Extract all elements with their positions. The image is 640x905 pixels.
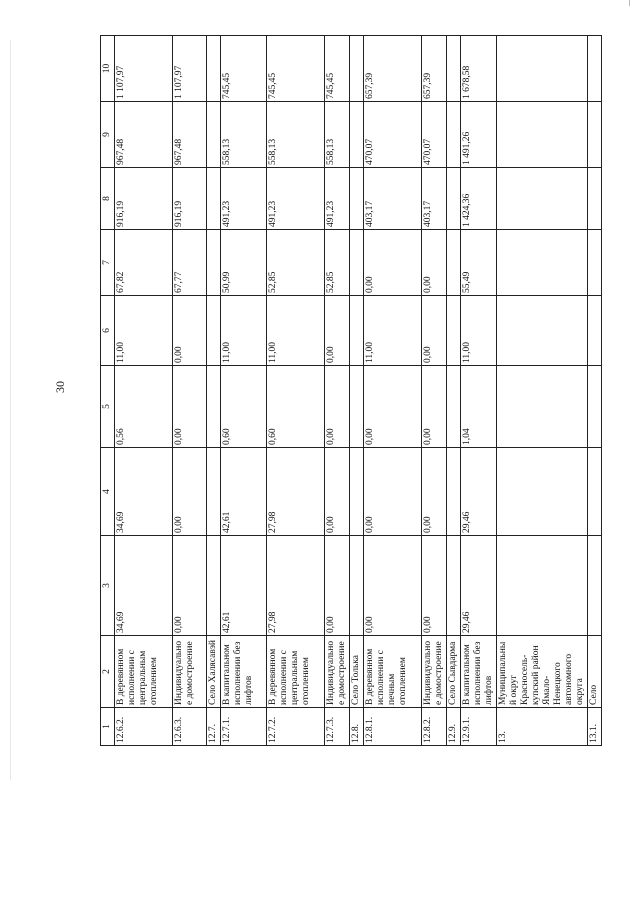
row-name: В деревянном исполнении с центральным отоплением xyxy=(115,636,173,708)
value-cell: 11,00 xyxy=(115,296,173,366)
value-cell: 0,00 xyxy=(364,366,422,448)
value-cell xyxy=(588,296,602,366)
row-code: 12.7.3. xyxy=(325,708,350,746)
value-cell xyxy=(588,102,602,168)
value-cell xyxy=(207,366,221,448)
value-cell xyxy=(588,536,602,636)
row-code: 12.6.2. xyxy=(115,708,173,746)
value-cell xyxy=(207,230,221,296)
value-cell: 1 107,97 xyxy=(173,36,207,102)
value-cell xyxy=(447,536,461,636)
value-cell: 42,61 xyxy=(221,536,267,636)
table-row xyxy=(207,36,221,746)
table-row xyxy=(461,36,497,746)
value-cell: 967,48 xyxy=(115,102,173,168)
value-cell: 0,60 xyxy=(221,366,267,448)
value-cell: 916,19 xyxy=(115,168,173,230)
value-cell: 745,45 xyxy=(325,36,350,102)
row-name: В деревянном исполнении с центральным отоплением xyxy=(267,636,325,708)
value-cell xyxy=(588,230,602,296)
value-cell xyxy=(497,536,588,636)
rotated-table xyxy=(100,36,599,746)
value-cell: 403,17 xyxy=(364,168,422,230)
value-cell: 52,85 xyxy=(267,230,325,296)
value-cell xyxy=(497,366,588,448)
row-name: Село xyxy=(588,636,602,708)
value-cell: 657,39 xyxy=(364,36,422,102)
value-cell xyxy=(588,366,602,448)
value-cell xyxy=(207,102,221,168)
value-cell: 50,99 xyxy=(221,230,267,296)
value-cell: 34,69 xyxy=(115,536,173,636)
row-name: Индивидуальное домостроение xyxy=(325,636,350,708)
value-cell: 0,00 xyxy=(422,536,447,636)
header-row xyxy=(101,36,115,746)
value-cell xyxy=(588,36,602,102)
value-cell: 0,00 xyxy=(173,366,207,448)
tariff-table xyxy=(100,35,602,746)
row-code: 12.7.1. xyxy=(221,708,267,746)
row-code: 12.9.1. xyxy=(461,708,497,746)
value-cell xyxy=(447,168,461,230)
value-cell: 0,56 xyxy=(115,366,173,448)
value-cell: 0,00 xyxy=(325,296,350,366)
row-code: 13. xyxy=(497,708,588,746)
value-cell: 558,13 xyxy=(221,102,267,168)
col-header: 4 xyxy=(101,448,115,536)
row-name: Индивидуальное домостроение xyxy=(173,636,207,708)
value-cell: 27,98 xyxy=(267,448,325,536)
value-cell: 0,00 xyxy=(422,448,447,536)
table-row xyxy=(173,36,207,746)
value-cell xyxy=(588,168,602,230)
table-row xyxy=(364,36,422,746)
value-cell: 67,82 xyxy=(115,230,173,296)
table-row xyxy=(497,36,588,746)
value-cell: 11,00 xyxy=(364,296,422,366)
col-header: 1 xyxy=(101,708,115,746)
table-row xyxy=(588,36,602,746)
value-cell: 52,85 xyxy=(325,230,350,296)
col-header: 9 xyxy=(101,102,115,168)
value-cell: 1,04 xyxy=(461,366,497,448)
row-code: 13.1. xyxy=(588,708,602,746)
value-cell: 67,77 xyxy=(173,230,207,296)
value-cell: 11,00 xyxy=(461,296,497,366)
table-row xyxy=(221,36,267,746)
value-cell: 0,00 xyxy=(173,448,207,536)
value-cell: 0,00 xyxy=(325,536,350,636)
value-cell: 745,45 xyxy=(221,36,267,102)
scan-margin-line xyxy=(10,40,11,780)
value-cell: 0,00 xyxy=(173,536,207,636)
value-cell: 0,00 xyxy=(325,366,350,448)
value-cell xyxy=(497,230,588,296)
value-cell xyxy=(497,102,588,168)
value-cell: 558,13 xyxy=(267,102,325,168)
value-cell: 967,48 xyxy=(173,102,207,168)
row-name: В капитальном исполнении без лифтов xyxy=(221,636,267,708)
value-cell xyxy=(497,168,588,230)
value-cell xyxy=(350,296,364,366)
value-cell: 11,00 xyxy=(221,296,267,366)
value-cell xyxy=(207,536,221,636)
table-row xyxy=(267,36,325,746)
row-code: 12.8.2. xyxy=(422,708,447,746)
value-cell: 1 107,97 xyxy=(115,36,173,102)
value-cell: 0,00 xyxy=(422,296,447,366)
row-name: В капитальном исполнении без лифтов xyxy=(461,636,497,708)
value-cell: 657,39 xyxy=(422,36,447,102)
value-cell xyxy=(588,448,602,536)
value-cell: 0,00 xyxy=(364,448,422,536)
col-header: 3 xyxy=(101,536,115,636)
col-header: 5 xyxy=(101,366,115,448)
value-cell: 403,17 xyxy=(422,168,447,230)
row-name: Муниципальный округ Красносель-купский район Ямало-Ненецкого автономного округа xyxy=(497,636,588,708)
value-cell: 1 678,58 xyxy=(461,36,497,102)
value-cell: 29,46 xyxy=(461,536,497,636)
value-cell xyxy=(447,102,461,168)
value-cell xyxy=(350,448,364,536)
value-cell xyxy=(207,448,221,536)
value-cell: 0,00 xyxy=(422,230,447,296)
value-cell: 29,46 xyxy=(461,448,497,536)
col-header: 2 xyxy=(101,636,115,708)
value-cell: 0,00 xyxy=(173,296,207,366)
value-cell xyxy=(447,230,461,296)
value-cell xyxy=(497,36,588,102)
row-code: 12.9. xyxy=(447,708,461,746)
col-header: 7 xyxy=(101,230,115,296)
row-code: 12.7. xyxy=(207,708,221,746)
row-name: Село Халясавэй xyxy=(207,636,221,708)
value-cell: 1 491,26 xyxy=(461,102,497,168)
value-cell xyxy=(497,296,588,366)
col-header: 8 xyxy=(101,168,115,230)
value-cell: 470,07 xyxy=(364,102,422,168)
value-cell: 558,13 xyxy=(325,102,350,168)
value-cell: 491,23 xyxy=(221,168,267,230)
table-row xyxy=(447,36,461,746)
value-cell xyxy=(350,168,364,230)
col-header: 6 xyxy=(101,296,115,366)
row-name: Село Толька xyxy=(350,636,364,708)
value-cell: 34,69 xyxy=(115,448,173,536)
row-code: 12.6.3. xyxy=(173,708,207,746)
row-name: Село Сывдарма xyxy=(447,636,461,708)
rotated-table-wrap xyxy=(100,36,599,746)
row-name: В деревянном исполнении с печным отоплением xyxy=(364,636,422,708)
value-cell xyxy=(447,448,461,536)
value-cell xyxy=(350,230,364,296)
table-row xyxy=(350,36,364,746)
value-cell: 0,00 xyxy=(422,366,447,448)
value-cell: 745,45 xyxy=(267,36,325,102)
col-header: 10 xyxy=(101,36,115,102)
value-cell xyxy=(350,366,364,448)
value-cell xyxy=(447,36,461,102)
page-number: 30 xyxy=(53,381,67,393)
value-cell: 491,23 xyxy=(267,168,325,230)
row-name: Индивидуальное домостроение xyxy=(422,636,447,708)
table-row xyxy=(325,36,350,746)
value-cell: 0,00 xyxy=(325,448,350,536)
row-code: 12.8. xyxy=(350,708,364,746)
value-cell: 55,49 xyxy=(461,230,497,296)
table-row xyxy=(115,36,173,746)
value-cell xyxy=(207,36,221,102)
value-cell: 1 424,36 xyxy=(461,168,497,230)
value-cell: 27,98 xyxy=(267,536,325,636)
value-cell: 0,00 xyxy=(364,230,422,296)
value-cell: 470,07 xyxy=(422,102,447,168)
value-cell xyxy=(447,366,461,448)
scan-mark-top xyxy=(629,0,630,6)
value-cell xyxy=(207,168,221,230)
value-cell: 11,00 xyxy=(267,296,325,366)
value-cell xyxy=(207,296,221,366)
value-cell xyxy=(350,102,364,168)
value-cell: 0,00 xyxy=(364,536,422,636)
value-cell xyxy=(350,536,364,636)
value-cell: 491,23 xyxy=(325,168,350,230)
value-cell: 916,19 xyxy=(173,168,207,230)
value-cell xyxy=(447,296,461,366)
table-row xyxy=(422,36,447,746)
value-cell xyxy=(350,36,364,102)
value-cell: 42,61 xyxy=(221,448,267,536)
value-cell xyxy=(497,448,588,536)
row-code: 12.8.1. xyxy=(364,708,422,746)
value-cell: 0,60 xyxy=(267,366,325,448)
row-code: 12.7.2. xyxy=(267,708,325,746)
